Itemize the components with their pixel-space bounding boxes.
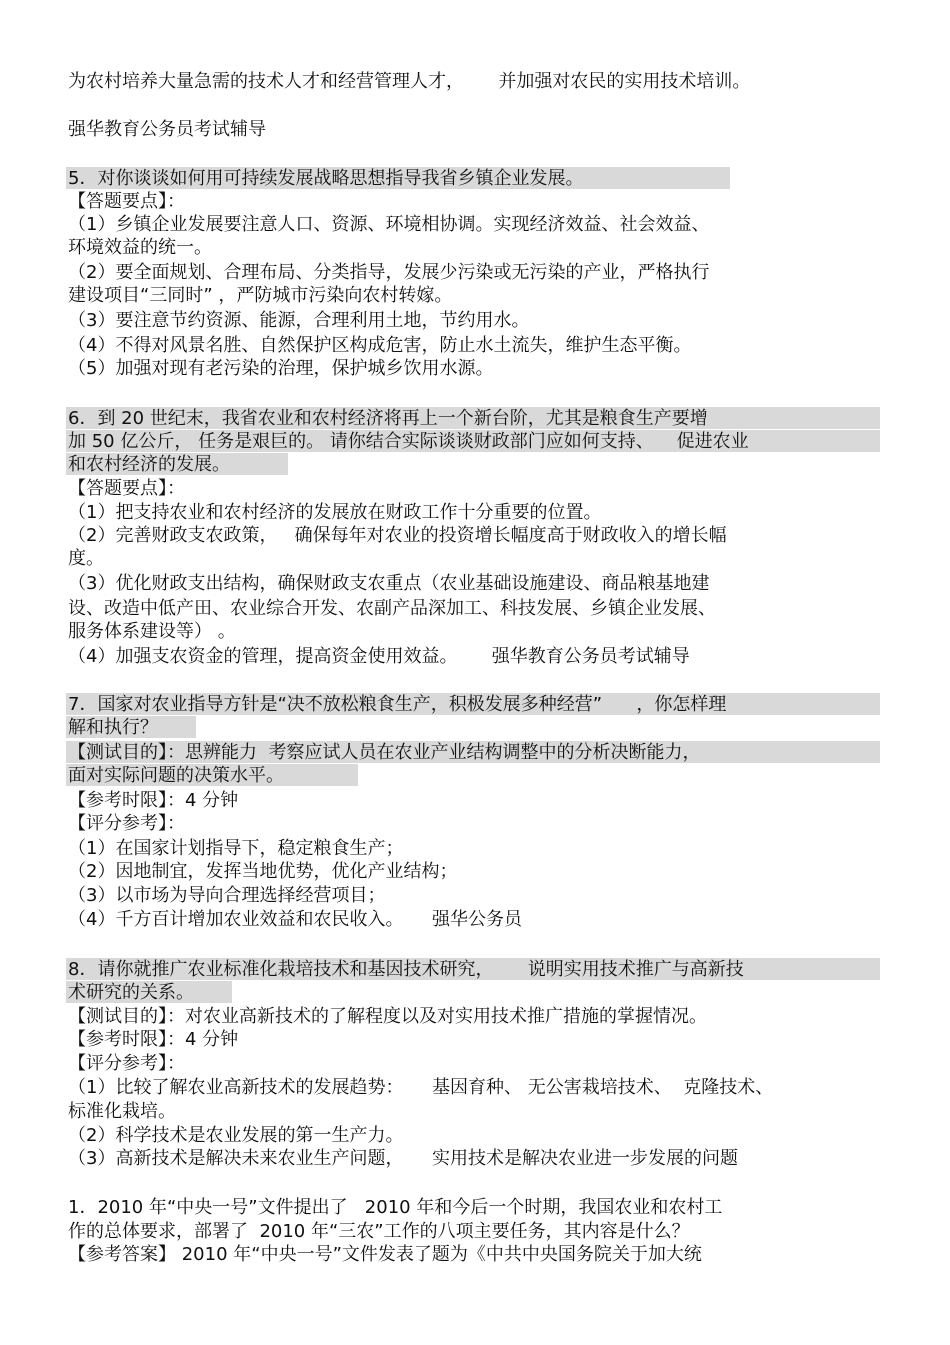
text-line: 【测试目的】：对农业高新技术的了解程度以及对实用技术推广措施的掌握情况。 [68,1006,707,1027]
text-line: 为农村培养大量急需的技术人才和经营管理人才， 并加强对农民的实用技术培训。 [68,71,751,92]
text-line: （1）乡镇企业发展要注意人口、资源、环境相协调。实现经济效益、社会效益、 [68,214,710,235]
text-line: 服务体系建设等） 。 [68,621,236,642]
text-line: 【评分参考】： [68,813,185,834]
text-line: （4）加强支农资金的管理，提高资金使用效益。 强华教育公务员考试辅导 [68,646,690,667]
text-line: 度。 [68,548,104,569]
question-8: 8．请你就推广农业标准化栽培技术和基因技术研究， 说明实用技术推广与高新技 [68,959,744,980]
text-line: （2）因地制宜，发挥当地优势，优化产业结构； [68,861,458,882]
text-line: （3）要注意节约资源、能源，合理利用土地，节约用水。 [68,310,530,331]
text-line: 建设项目“三同时” ，严防城市污染向农村转嫁。 [68,285,453,306]
text-line: 【评分参考】： [68,1053,185,1074]
text-line: （3）高新技术是解决未来农业生产问题， 实用技术是解决农业进一步发展的问题 [68,1148,739,1169]
text-line: 和农村经济的发展。 [68,454,230,475]
text-line: 环境效益的统一。 [68,237,212,258]
text-line: （4）不得对风景名胜、自然保护区构成危害，防止水土流失，维护生态平衡。 [68,335,692,356]
text-line: 设、改造中低产田、农业综合开发、农副产品深加工、科技发展、乡镇企业发展、 [68,598,716,619]
question-7: 7．国家对农业指导方针是“决不放松粮食生产，积极发展多种经营” ，你怎样理 [68,694,727,715]
text-line: 【测试目的】：思辨能力 考察应试人员在农业产业结构调整中的分析决断能力， [68,742,701,763]
text-line: （2）科学技术是农业发展的第一生产力。 [68,1125,404,1146]
text-line: 【参考时限】：4 分钟 [68,790,239,811]
text-line: （1）把支持农业和农村经济的发展放在财政工作十分重要的位置。 [68,502,602,523]
text-line: （3）优化财政支出结构，确保财政支农重点（农业基础设施建设、商品粮基地建 [68,573,710,594]
text-line: （1）比较了解农业高新技术的发展趋势： 基因育种、 无公害栽培技术、 克隆技术、 [68,1077,774,1098]
text-line: 面对实际问题的决策水平。 [68,765,284,786]
text-line: 标准化栽培。 [68,1101,176,1122]
text-line: 【参考时限】：4 分钟 [68,1029,239,1050]
text-line: （3）以市场为导向合理选择经营项目； [68,885,386,906]
text-line: 加 50 亿公斤， 任务是艰巨的。 请你结合实际谈谈财政部门应如何支持、 促进农业 [68,431,749,452]
text-line: （5）加强对现有老污染的治理，保护城乡饮用水源。 [68,358,494,379]
text-line: 【答题要点】： [68,478,185,499]
text-line: （1）在国家计划指导下，稳定粮食生产； [68,838,404,859]
text-line: 【答题要点】： [68,191,185,212]
question-6: 6．到 20 世纪末，我省农业和农村经济将再上一个新台阶，尤其是粮食生产要增 [68,408,708,429]
question-5: 5．对你谈谈如何用可持续发展战略思想指导我省乡镇企业发展。 [68,168,584,189]
text-line: （4）千方百计增加农业效益和农民收入。 强华公务员 [68,909,523,930]
text-line: 【参考答案】 2010 年“中央一号”文件发表了题为《中共中央国务院关于加大统 [68,1244,702,1265]
text-line: 解和执行？ [68,717,158,738]
text-line: 强华教育公务员考试辅导 [68,119,266,140]
text-line: 作的总体要求，部署了 2010 年“三农”工作的八项主要任务，其内容是什么？ [68,1221,690,1242]
text-line: （2）完善财政支农政策， 确保每年对农业的投资增长幅度高于财政收入的增长幅 [68,525,727,546]
question-1: 1．2010 年“中央一号”文件提出了 2010 年和今后一个时期，我国农业和农村工 [68,1197,723,1218]
text-line: 术研究的关系。 [68,982,194,1003]
text-line: （2）要全面规划、合理布局、分类指导，发展少污染或无污染的产业，严格执行 [68,262,710,283]
